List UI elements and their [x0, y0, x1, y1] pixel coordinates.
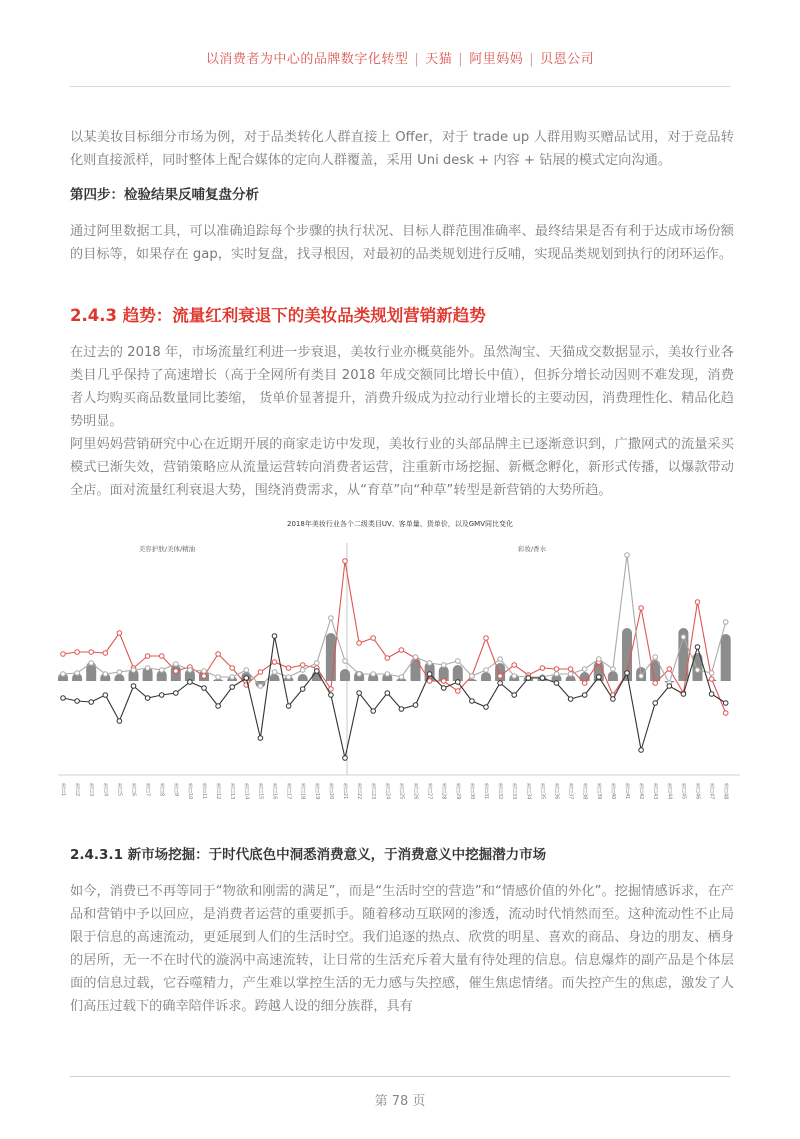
- header-separator: |: [414, 52, 420, 67]
- price-point: [582, 681, 587, 686]
- category-tick-label: 类目46: [694, 783, 701, 800]
- category-tick-label: 类目5: [116, 783, 123, 797]
- category-tick-label: 类目17: [285, 783, 292, 800]
- quantity-point: [526, 676, 531, 681]
- price-point: [272, 660, 277, 665]
- category-tick-label: 类目22: [356, 783, 363, 800]
- uv-point: [61, 672, 66, 677]
- category-tick-label: 类目31: [483, 783, 489, 800]
- quantity-point: [597, 675, 602, 680]
- section-heading: 2.4.3 趋势：流量红利衰退下的美妆品类规划营销新趋势: [70, 306, 486, 325]
- category-tick-label: 类目27: [426, 783, 433, 800]
- category-tick-label: 类目34: [525, 783, 532, 800]
- category-tick-label: 类目13: [229, 783, 236, 800]
- price-point: [329, 687, 334, 692]
- category-tick-label: 类目38: [581, 783, 588, 800]
- uv-point: [272, 670, 277, 675]
- price-point: [216, 652, 221, 657]
- quantity-point: [131, 684, 136, 689]
- quantity-point: [357, 691, 362, 696]
- gmv-bar: [608, 671, 618, 681]
- category-tick-label: 类目19: [313, 783, 320, 800]
- uv-point: [357, 672, 362, 677]
- uv-point: [723, 620, 728, 625]
- uv-point: [611, 667, 616, 672]
- category-tick-label: 类目30: [468, 783, 475, 800]
- uv-point: [498, 657, 503, 662]
- category-tick-label: 类目42: [638, 783, 645, 800]
- quantity-point: [230, 685, 235, 690]
- uv-point: [103, 672, 108, 677]
- quantity-point: [709, 692, 714, 697]
- category-tick-label: 类目47: [708, 783, 715, 800]
- group-label-makeup: 彩妆/香水: [517, 545, 547, 553]
- quantity-point: [723, 701, 728, 706]
- quantity-point: [667, 684, 672, 689]
- quantity-point: [258, 736, 263, 741]
- quantity-point: [625, 671, 630, 676]
- footer-divider: [70, 1076, 730, 1077]
- quantity-point: [484, 705, 489, 710]
- paragraph-review: 通过阿里数据工具，可以准确追踪每个步骤的执行状况、目标人群范围准确率、最终结果是否有利于达成市场份额的目标等，如果存在 gap，实时复盘，找寻根因，对最初的品类规划进行反哺，实现品类规划到执行的闭环运作。: [70, 224, 734, 262]
- uv-point: [413, 655, 418, 660]
- running-header: [0, 48, 800, 67]
- uv-point: [709, 671, 714, 676]
- gmv-bar: [340, 669, 350, 681]
- quantity-point: [653, 701, 658, 706]
- category-tick-label: 类目44: [666, 783, 673, 800]
- uv-point: [230, 675, 235, 680]
- uv-point: [315, 661, 320, 666]
- price-point: [343, 559, 348, 564]
- category-tick-label: 类目35: [539, 783, 546, 800]
- quantity-point: [145, 696, 150, 701]
- category-tick-label: 类目28: [440, 783, 447, 800]
- price-point: [456, 689, 461, 694]
- category-tick-label: 类目6: [130, 783, 137, 797]
- uv-point: [427, 661, 432, 666]
- category-tick-label: 类目12: [215, 783, 222, 800]
- price-point: [89, 650, 94, 655]
- category-tick-label: 类目48: [722, 783, 729, 800]
- category-tick-label: 类目25: [398, 783, 405, 800]
- header-separator: |: [458, 52, 464, 67]
- price-point: [709, 677, 714, 682]
- category-tick-label: 类目1: [60, 783, 66, 797]
- price-point: [568, 667, 573, 672]
- paragraph-new-market: 如今，消费已不再等同于“物欲和刚需的满足”，而是“生活时空的营造”和“情感价值的外化”。挖掘情感诉求，在产品和营销中予以回应，是消费者运营的重要抓手。随着移动互联网的渗透，流动时代悄然而至。这种流动性不止局限于信息的高速流动，更延展到人们的生活时空。我们追逐的热点、欣赏的明星、喜欢的商品、身边的朋友、栖身的居所，无一不在时代的漩涡中高速流转，让日常的生活充斥着大量有待处理的信息。信息爆炸的副产品是个体层面的信息过载，它吞噬精力，产生难以掌控生活的无力感与失控感，催生焦虑情绪。而失控产生的焦虑，激发了人们高压过载下的确幸陪伴诉求。跨越人设的细分族群，具有: [70, 884, 734, 1014]
- category-tick-label: 类目45: [680, 783, 687, 800]
- price-point: [75, 650, 80, 655]
- uv-point: [582, 667, 587, 672]
- uv-point: [286, 675, 291, 680]
- category-tick-label: 类目41: [624, 783, 630, 800]
- category-tick-label: 类目20: [327, 783, 334, 800]
- quantity-point: [61, 696, 66, 701]
- category-tick-label: 类目36: [553, 783, 560, 800]
- price-point: [385, 656, 390, 661]
- uv-point: [117, 670, 122, 675]
- uv-point: [597, 657, 602, 662]
- quantity-point: [188, 680, 193, 685]
- category-tick-label: 类目32: [497, 783, 504, 800]
- quantity-point: [456, 680, 461, 685]
- category-tick-label: 类目26: [412, 783, 419, 800]
- quantity-point: [202, 686, 207, 691]
- price-point: [639, 606, 644, 611]
- quantity-point: [540, 676, 545, 681]
- quantity-point: [470, 699, 475, 704]
- quantity-point: [681, 692, 686, 697]
- price-point: [103, 651, 108, 656]
- quantity-point: [117, 719, 122, 724]
- price-point: [61, 652, 66, 657]
- category-tick-label: 类目43: [652, 783, 659, 800]
- uv-point: [202, 669, 207, 674]
- price-point: [512, 663, 517, 668]
- paragraph-research: 阿里妈妈营销研究中心在近期开展的商家走访中发现，美妆行业的头部品牌主已逐渐意识到，广撒网式的流量采买模式已渐失效，营销策略应从流量运营转向消费者运营，注重新市场挖掘、新概念孵化，新形式传播，以爆款带动全店。面对流量红利衰退大势，围绕消费需求，从“育草”向“种草”转型是新营销的大势所趋。: [70, 437, 734, 498]
- price-point: [258, 670, 263, 675]
- uv-point: [484, 668, 489, 673]
- category-tick-label: 类目11: [201, 783, 207, 800]
- header-separator: |: [529, 52, 535, 67]
- price-point: [300, 663, 305, 668]
- category-tick-label: 类目15: [257, 783, 264, 800]
- price-point: [695, 600, 700, 605]
- step4-heading: 第四步：检验结果反哺复盘分析: [70, 187, 259, 203]
- price-point: [723, 711, 728, 716]
- quantity-point: [286, 704, 291, 709]
- header-bain: 贝恩公司: [540, 52, 595, 67]
- quantity-point: [695, 645, 700, 650]
- category-tick-label: 类目39: [595, 783, 602, 800]
- uv-point: [343, 659, 348, 664]
- uv-point: [653, 655, 658, 660]
- uv-point: [681, 635, 686, 640]
- quantity-point: [174, 691, 179, 696]
- paragraph-trend: 在过去的 2018 年，市场流量红利进一步衰退，美妆行业亦概莫能外。虽然淘宝、天猫成交数据显示，美妆行业各类目几乎保持了高速增长（高于全网所有类目 2018 年成交额同比增长中值），但拆分增长动因则不难发现，消费者人均购买商品数量同比萎缩， 货单价显著提升，消费升级成为拉动行业增长的主要动因，消费理性化、精品化趋势明显。: [70, 345, 734, 429]
- uv-point: [89, 661, 94, 666]
- uv-point: [174, 662, 179, 667]
- uv-point: [568, 672, 573, 677]
- category-tick-label: 类目2: [74, 783, 81, 797]
- category-tick-label: 类目16: [271, 783, 278, 800]
- price-point: [202, 674, 207, 679]
- price-point: [145, 654, 150, 659]
- quantity-point: [89, 700, 94, 705]
- category-tick-label: 类目23: [370, 783, 377, 800]
- header-tmall: 天猫: [425, 52, 453, 67]
- group-label-skincare: 美容护肤/美体/精油: [138, 545, 196, 553]
- uv-point: [695, 668, 700, 673]
- chart-title: 2018年美妆行业各个二级类目UV、客单量、货单价，以及GMV同比变化: [287, 520, 513, 528]
- gmv-bar: [721, 634, 731, 681]
- category-tick-label: 类目7: [144, 783, 151, 797]
- category-tick-label: 类目37: [567, 783, 574, 800]
- header-divider: [70, 86, 730, 87]
- quantity-point: [371, 709, 376, 714]
- price-point: [117, 631, 122, 636]
- quantity-point: [315, 669, 320, 674]
- quantity-point: [216, 704, 221, 709]
- quantity-point: [568, 697, 573, 702]
- uv-point: [625, 553, 630, 558]
- uv-point: [216, 675, 221, 680]
- price-point: [399, 648, 404, 653]
- quantity-point: [639, 748, 644, 753]
- uv-point: [399, 675, 404, 680]
- price-point: [653, 681, 658, 686]
- price-point: [498, 674, 503, 679]
- price-point: [357, 641, 362, 646]
- uv-point: [456, 659, 461, 664]
- price-point: [371, 636, 376, 641]
- category-tick-label: 类目14: [243, 783, 250, 800]
- quantity-point: [329, 693, 334, 698]
- category-tick-label: 类目3: [88, 783, 95, 797]
- uv-point: [470, 674, 475, 679]
- category-tick-label: 类目33: [511, 783, 518, 800]
- quantity-point: [300, 687, 305, 692]
- category-tick-label: 类目10: [186, 783, 193, 800]
- price-point: [667, 667, 672, 672]
- uv-point: [512, 674, 517, 679]
- quantity-point: [427, 672, 432, 677]
- uv-point: [441, 663, 446, 668]
- quantity-point: [75, 699, 80, 704]
- uv-point: [371, 672, 376, 677]
- header-alimama: 阿里妈妈: [469, 52, 524, 67]
- quantity-point: [385, 691, 390, 696]
- category-tick-label: 类目29: [454, 783, 461, 800]
- header-report-title: 以消费者为中心的品牌数字化转型: [205, 52, 409, 67]
- paragraph-example: 以某美妆目标细分市场为例，对于品类转化人群直接上 Offer，对于 trade up 人群用购买赠品试用，对于竞品转化则直接派样，同时整体上配合媒体的定向人群覆盖，采用 Uni desk + 内容 + 钻展的模式定向沟通。: [70, 130, 734, 168]
- price-point: [159, 654, 164, 659]
- uv-point: [258, 684, 263, 689]
- uv-point: [639, 674, 644, 679]
- quantity-point: [399, 707, 404, 712]
- price-point: [484, 636, 489, 641]
- quantity-point: [413, 703, 418, 708]
- uv-point: [554, 672, 559, 677]
- category-tick-label: 类目4: [102, 783, 109, 797]
- quantity-point: [582, 693, 587, 698]
- quantity-point: [343, 756, 348, 761]
- uv-point: [385, 672, 390, 677]
- quantity-point: [554, 681, 559, 686]
- category-tick-label: 类目21: [342, 783, 348, 800]
- price-point: [286, 666, 291, 671]
- quantity-point: [498, 681, 503, 686]
- quantity-point: [512, 693, 517, 698]
- category-change-chart: [50, 505, 750, 805]
- page-number: 第 78 页: [374, 1094, 426, 1109]
- price-point: [174, 669, 179, 674]
- price-point: [540, 666, 545, 671]
- uv-point: [131, 668, 136, 673]
- uv-point: [159, 668, 164, 673]
- uv-point: [145, 666, 150, 671]
- price-point: [427, 679, 432, 684]
- quantity-point: [103, 693, 108, 698]
- gmv-bar: [481, 672, 491, 681]
- uv-point: [244, 668, 249, 673]
- quantity-point: [159, 693, 164, 698]
- uv-point: [329, 616, 334, 621]
- category-tick-label: 类目24: [384, 783, 391, 800]
- uv-point: [75, 671, 80, 676]
- quantity-point: [244, 676, 249, 681]
- category-tick-label: 类目8: [158, 783, 165, 797]
- subsection-heading: 2.4.3.1 新市场挖掘：于时代底色中洞悉消费意义，于消费意义中挖掘潜力市场: [70, 847, 547, 863]
- quantity-point: [611, 697, 616, 702]
- gmv-bar: [114, 674, 124, 681]
- quantity-point: [272, 634, 277, 639]
- category-tick-label: 类目18: [299, 783, 306, 800]
- uv-point: [188, 668, 193, 673]
- price-point: [441, 679, 446, 684]
- price-point: [554, 667, 559, 672]
- gmv-bar: [298, 674, 308, 681]
- quantity-point: [441, 686, 446, 691]
- uv-point: [300, 668, 305, 673]
- category-tick-label: 类目9: [172, 783, 179, 797]
- gmv-bar: [453, 665, 463, 681]
- price-point: [230, 666, 235, 671]
- category-tick-label: 类目40: [609, 783, 616, 800]
